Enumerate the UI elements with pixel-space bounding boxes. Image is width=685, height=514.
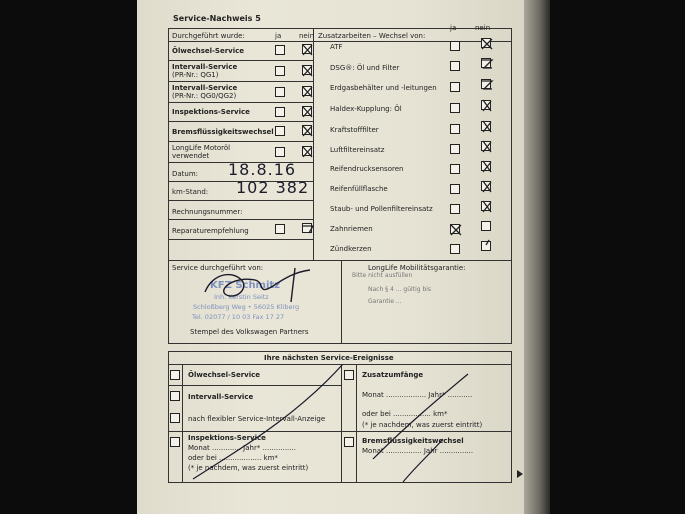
right-header: Zusatzarbeiten – Wechsel von:: [318, 32, 426, 40]
item-reifenfuell: Reifenfüllflasche: [330, 185, 388, 193]
intervall-qg1-ja-checkbox[interactable]: [275, 66, 285, 76]
atf-nein-checkbox[interactable]: [481, 38, 491, 48]
intervall-qg1-nein-checkbox[interactable]: [302, 65, 312, 75]
zuendkerzen-ja-checkbox[interactable]: [450, 244, 460, 254]
staubfilter-nein-checkbox[interactable]: [481, 201, 491, 211]
next-flexibel-label: nach flexibler Service-Intervall-Anzeige: [188, 415, 326, 423]
next-zusatz-oder: oder bei ................. km*: [362, 410, 448, 418]
reifenfuell-nein-checkbox[interactable]: [481, 181, 491, 191]
next-zuerst: (* je nachdem, was zuerst eintritt): [188, 464, 309, 472]
item-luftfilter: Luftfiltereinsatz: [330, 146, 385, 154]
reparatur-label: Reparaturempfehlung: [172, 227, 249, 235]
stamp-line: Tel. 02077 / 10 03 Fax 17 27: [192, 313, 285, 321]
divider: [168, 102, 313, 103]
faint-text: Nach § 4 ... gültig bis: [368, 286, 432, 293]
divider: [168, 121, 313, 122]
signature: [195, 262, 325, 312]
stamp-line: Schloßberg Weg • 56025 Kliberg: [193, 303, 300, 311]
reifenfuell-ja-checkbox[interactable]: [450, 184, 460, 194]
longlife-ja-checkbox[interactable]: [275, 147, 285, 157]
erdgas-ja-checkbox[interactable]: [450, 82, 460, 92]
divider: [168, 239, 313, 240]
item-kraftstofffilter: Kraftstofffilter: [330, 126, 379, 134]
reifendruck-ja-checkbox[interactable]: [450, 164, 460, 174]
next-title: Ihre nächsten Service-Ereignisse: [264, 354, 394, 362]
item-oelwechsel: Ölwechsel-Service: [172, 47, 245, 55]
item-staubfilter: Staub- und Pollenfiltereinsatz: [330, 205, 433, 213]
intervall-qg0-ja-checkbox[interactable]: [275, 87, 285, 97]
next-monat-jahr: Monat ............. Jahr* ...............: [188, 444, 296, 452]
datum-value: 18.8.16: [228, 160, 297, 179]
datum-label: Datum:: [172, 170, 199, 178]
item-bremsfluessigkeit: Bremsflüssigkeitswechsel: [172, 128, 274, 136]
inspektion-ja-checkbox[interactable]: [275, 107, 285, 117]
next-zusatz-monat: Monat .................. Jahr* ...........: [362, 391, 473, 399]
divider: [168, 219, 313, 220]
left-header: Durchgeführt wurde:: [172, 32, 245, 40]
next-intervall-label: Intervall-Service: [188, 393, 254, 401]
mobilitaet-label: LongLife Mobilitätsgarantie:: [368, 264, 466, 272]
kmstand-value: 102 382: [236, 178, 310, 197]
item-zahnriemen: Zahnriemen: [330, 225, 373, 233]
divider: [168, 60, 313, 61]
haldex-ja-checkbox[interactable]: [450, 103, 460, 113]
stempel-label: Stempel des Volkswagen Partners: [190, 328, 309, 336]
item-dsg: DSG®: Öl und Filter: [330, 64, 400, 72]
ja-label: ja: [275, 32, 282, 40]
staubfilter-ja-checkbox[interactable]: [450, 204, 460, 214]
next-page-arrow-icon: [517, 470, 523, 478]
durchgefuehrt-von-label: Service durchgeführt von:: [172, 264, 264, 272]
item-intervall-qg0: Intervall-Service: [172, 84, 238, 92]
item-erdgas: Erdgasbehälter und -leitungen: [330, 84, 437, 92]
item-inspektion: Inspektions-Service: [172, 108, 250, 116]
item-zuendkerzen: Zündkerzen: [330, 245, 372, 253]
haldex-nein-checkbox[interactable]: [481, 100, 491, 110]
zuendkerzen-nein-checkbox[interactable]: [481, 241, 491, 251]
atf-ja-checkbox[interactable]: [450, 41, 460, 51]
zahnriemen-nein-checkbox[interactable]: [481, 221, 491, 231]
inspektion-nein-checkbox[interactable]: [302, 106, 312, 116]
next-zusatz-zuerst: (* je nachdem, was zuerst eintritt): [362, 421, 483, 429]
next-brems-label: Bremsflüssigkeitswechsel: [362, 437, 464, 445]
item-intervall-qg1-pr: (PR-Nr.: QG1): [172, 71, 219, 79]
divider: [168, 141, 313, 142]
nein-label: nein: [475, 24, 491, 32]
luftfilter-nein-checkbox[interactable]: [481, 141, 491, 151]
erdgas-nein-checkbox[interactable]: [481, 79, 491, 89]
item-atf: ATF: [330, 43, 343, 51]
next-zusatz-label: Zusatzumfänge: [362, 371, 424, 379]
stamp-line: Inh. Kerstin Seitz: [214, 293, 269, 301]
strike-through-marks: [168, 364, 512, 483]
nein-label: nein: [299, 32, 315, 40]
next-brems-monat: Monat ................ Jahr ...............: [362, 447, 474, 455]
item-intervall-qg1: Intervall-Service: [172, 63, 238, 71]
kraftstofffilter-ja-checkbox[interactable]: [450, 124, 460, 134]
divider: [168, 41, 512, 42]
reparatur-nein-checkbox[interactable]: [302, 223, 312, 233]
rechnungsnummer-label: Rechnungsnummer:: [172, 208, 243, 216]
bremsfluessigkeit-ja-checkbox[interactable]: [275, 126, 285, 136]
next-oelwechsel-label: Ölwechsel-Service: [188, 371, 261, 379]
reifendruck-nein-checkbox[interactable]: [481, 161, 491, 171]
oelwechsel-nein-checkbox[interactable]: [302, 44, 312, 54]
next-inspektion-label: Inspektions-Service: [188, 434, 266, 442]
divider: [168, 81, 313, 82]
reparatur-ja-checkbox[interactable]: [275, 224, 285, 234]
item-reifendruck: Reifendrucksensoren: [330, 165, 404, 173]
dsg-nein-checkbox[interactable]: [481, 58, 491, 68]
divider: [168, 260, 512, 261]
intervall-qg0-nein-checkbox[interactable]: [302, 86, 312, 96]
faint-text: Garantie ...: [368, 298, 402, 305]
next-oder-bei: oder bei ................... km*: [188, 454, 278, 462]
oelwechsel-ja-checkbox[interactable]: [275, 45, 285, 55]
divider: [341, 260, 342, 344]
zahnriemen-ja-checkbox[interactable]: [450, 224, 460, 234]
stamp-line: KFZ Schmitz: [210, 280, 281, 291]
page-title: Service-Nachweis 5: [173, 14, 261, 23]
luftfilter-ja-checkbox[interactable]: [450, 144, 460, 154]
item-haldex: Haldex-Kupplung: Öl: [330, 105, 402, 113]
bremsfluessigkeit-nein-checkbox[interactable]: [302, 125, 312, 135]
item-longlife: LongLife Motoröl: [172, 144, 231, 152]
longlife-nein-checkbox[interactable]: [302, 146, 312, 156]
ja-label: ja: [450, 24, 457, 32]
item-intervall-qg0-pr: (PR-Nr.: QG0/QG2): [172, 92, 237, 100]
kraftstofffilter-nein-checkbox[interactable]: [481, 121, 491, 131]
divider: [168, 200, 313, 201]
item-longlife-verwendet: verwendet: [172, 152, 210, 160]
faint-text: Bitte nicht ausfüllen: [352, 272, 413, 279]
dsg-ja-checkbox[interactable]: [450, 61, 460, 71]
kmstand-label: km-Stand:: [172, 188, 209, 196]
page-edge: [524, 0, 550, 514]
